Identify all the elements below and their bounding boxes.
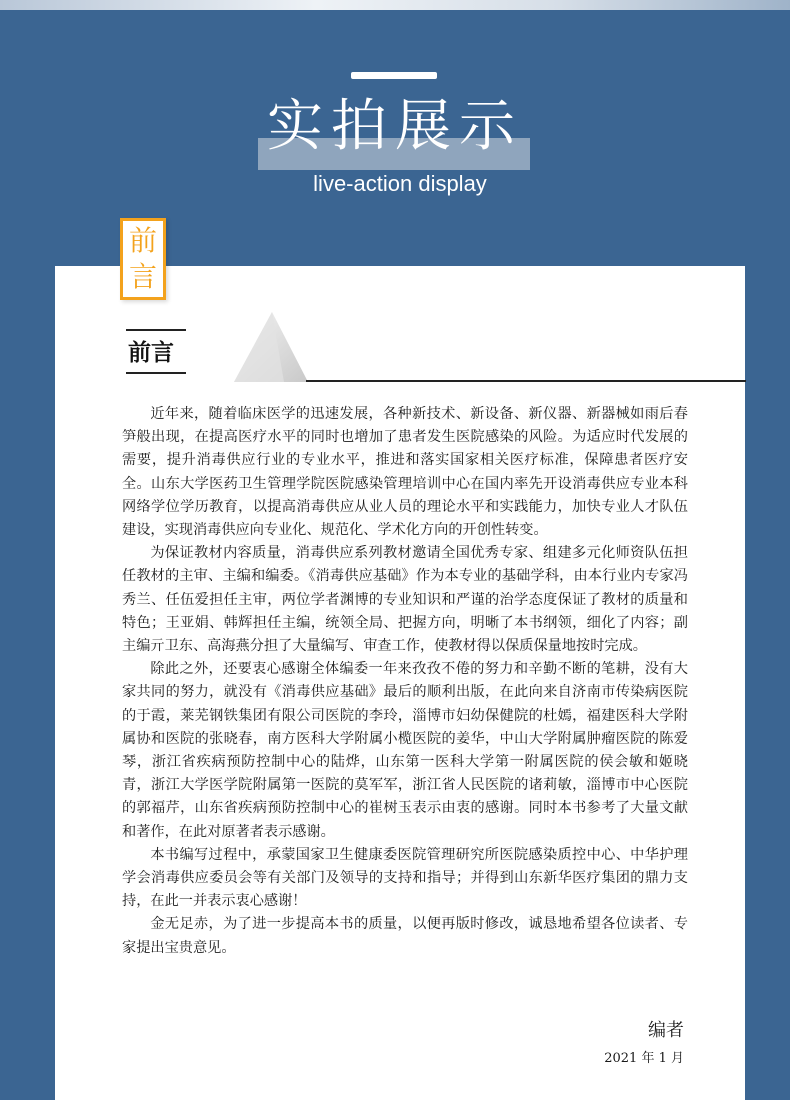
- paragraph-1: 近年来，随着临床医学的迅速发展，各种新技术、新设备、新仪器、新器械如雨后春笋般出现，在提高医疗水平的同时也增加了患者发生医院感染的风险。为适应时代发展的需要，提升消毒供应行业的专业水平，推进和落实国家相关医疗标准，保障患者医疗安全。山东大学医药卫生管理学院医院感染管理培训中心在国内率先开设消毒供应专业本科网络学位学历教育，以提高消毒供应从业人员的理论水平和实践能力，加快专业人才队伍建设，实现消毒供应向专业化、规范化、学术化方向的开创性转变。: [122, 406, 688, 539]
- top-decorative-strip: [0, 0, 790, 10]
- heading-bottom-rule: [126, 372, 186, 374]
- preface-tag-char-1: 前: [128, 224, 157, 257]
- heading-top-rule: [126, 329, 186, 331]
- title-accent-bar: [351, 72, 437, 79]
- heading-divider-line: [306, 380, 746, 382]
- page-title: 实拍展示: [267, 94, 523, 159]
- paragraph-2: 为保证教材内容质量，消毒供应系列教材邀请全国优秀专家、组建多元化师资队伍担任教材的主审、主编和编委。《消毒供应基础》作为本专业的基础学科，由本行业内专家冯秀兰、任伍爱担任主审，两位学者渊博的专业知识和严谨的治学态度保证了教材的质量和特色；王亚娟、韩辉担任主编，统领全局、把握方向，明晰了本书纲领，细化了内容；副主编亓卫东、高海燕分担了大量编写、审查工作，使教材得以保质保量地按时完成。: [122, 545, 688, 655]
- paragraph-3: 除此之外，还要衷心感谢全体编委一年来孜孜不倦的努力和辛勤不断的笔耕，没有大家共同的努力，就没有《消毒供应基础》最后的顺利出版，在此向来自济南市传染病医院的于霞，莱芜钢铁集团有限公司医院的李玲，淄博市妇幼保健院的杜嫣，福建医科大学附属协和医院的张晓春，南方医科大学附属小榄医院的姜华，中山大学附属肿瘤医院的陈爱琴，浙江省疾病预防控制中心的陆烨，山东第一医科大学第一附属医院的侯会敏和姬晓青，浙江大学医学院附属第一医院的莫军军，浙江省人民医院的诸莉敏，淄博市中心医院的郭福芹，山东省疾病预防控制中心的崔树玉表示由衷的感谢。同时本书参考了大量文献和著作，在此对原著者表示感谢。: [122, 661, 688, 840]
- preface-body: [122, 403, 688, 960]
- section-heading: 前言: [128, 340, 174, 366]
- publication-date: 2021 年 1 月: [604, 1051, 684, 1066]
- page-subtitle: live-action display: [313, 171, 487, 196]
- preface-tag: [120, 218, 166, 300]
- triangle-decoration-icon: [228, 312, 308, 384]
- author-signature: 编者: [648, 1020, 684, 1041]
- paragraph-4: 本书编写过程中，承蒙国家卫生健康委医院管理研究所医院感染质控中心、中华护理学会消毒供应委员会等有关部门及领导的支持和指导；并得到山东新华医疗集团的鼎力支持，在此一并表示衷心感谢！: [122, 846, 688, 910]
- preface-tag-char-2: 言: [128, 260, 157, 293]
- paragraph-5: 金无足赤，为了进一步提高本书的质量，以便再版时修改，诚恳地希望各位读者、专家提出宝贵意见。: [122, 916, 688, 956]
